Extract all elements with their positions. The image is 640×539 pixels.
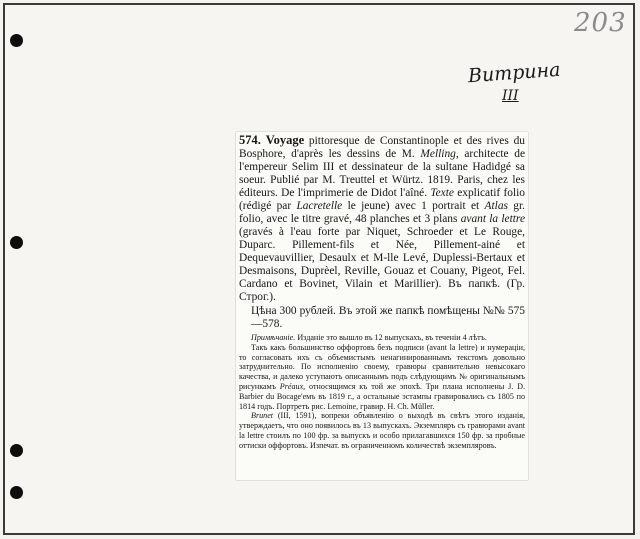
entry-title-word: Voyage [265, 133, 305, 147]
note-text: , относящимся къ той же эпохѣ. Три плана исполнены J. D. Barbier du Bocage'емъ въ 1819 г., а остальные эстампы гравировались съ 1805 по 1814 годъ. Портретъ рис. Lemoine, гравир. H. Ch. Müller. [239, 381, 525, 411]
entry-text: (gravés à l'eau forte par Niquet, Schroeder et Le Rouge, Duparc. Pillement-fils et Née, Pillement-ainé et Dequevauvillier, Desaulx et M-lle Levé, Duplessi-Bertaux et Desmaisons, Duprèel, Reville, Gouaz et Couany, Pigeot, Fel. Cardano et Bovinet, Vilain et Marillier). Въ папкѣ. (Гр. Строг.). [239, 226, 525, 303]
entry-text-italic: avant la lettre [460, 213, 525, 225]
entry-number: 574. [239, 133, 261, 147]
catalog-clipping [236, 132, 528, 480]
page-number: 203 [574, 8, 627, 38]
entry-text-italic: Atlas [484, 200, 508, 212]
note-paragraph [239, 411, 525, 450]
note-text: Такъ какъ большинство оффортовъ безъ подписи (avant la lettre) и нумераціи, то согласовать ихъ съ объемистымъ ненагинированнымъ текстомъ довольно затруднительно. По исполненію своему, гравюры сравнительно невысокаго качества, и далеко уступаютъ описаннымъ подъ слѣдующимъ № оригинальнымъ рисункамъ [239, 342, 525, 391]
note-text: (III, 1591), вопреки объявленію о выходѣ въ свѣтъ этого изданія, утверждаетъ, что оно появилось въ 13 выпускахъ. Экземпляръ съ гравюрами avant la lettre стоилъ по 100 фр. за выпускъ и особо прилагавшихся 150 фр. за пробные оттиски оффортовъ. Изпечат. въ ограниченномъ количествѣ экземпляровъ. [239, 411, 525, 450]
marginal-note-number: III [502, 88, 519, 104]
note-label: Примѣчаніе. [251, 333, 296, 342]
marginal-note-showcase: Витрина [467, 58, 562, 88]
note-text: Изданіе это вышло въ 12 выпускахъ, въ теченіи 4 лѣтъ. [295, 333, 487, 342]
entry-text: gr. folio, avec le titre gravé, 48 planches et 3 plans [239, 200, 526, 225]
catalog-entry [239, 134, 525, 304]
note-paragraph [239, 343, 525, 412]
entry-price: Цѣна 300 рублей. Въ этой же папкѣ помѣщены №№ 575—578. [251, 305, 525, 330]
entry-text: explicatif folio (rédigé par [239, 187, 525, 212]
entry-text: , architecte de l'empereur Selim III et dessinateur de la sultane Hadidgé sa soeur. Publié par M. Treuttel et Würtz. 1819. Paris, chez les éditeurs. De l'imprimerie de Didot l'aîné. [239, 148, 525, 199]
binder-hole-icon [10, 236, 23, 249]
binder-hole-icon [10, 34, 23, 47]
note-text-italic: Préaux [279, 381, 304, 391]
entry-text-italic: Texte [430, 187, 454, 199]
binder-hole-icon [10, 444, 23, 457]
note-paragraph [239, 333, 525, 343]
entry-text: le jeune) avec 1 portrait et [342, 200, 485, 212]
binder-hole-icon [10, 486, 23, 499]
entry-text-italic: Melling [420, 148, 456, 160]
entry-text-italic: Lacretelle [296, 200, 343, 212]
entry-text: pittoresque de Constantinople et des rives du Bosphore, d'après les dessins de M. [239, 135, 525, 160]
note-label: Brunet [251, 411, 274, 421]
